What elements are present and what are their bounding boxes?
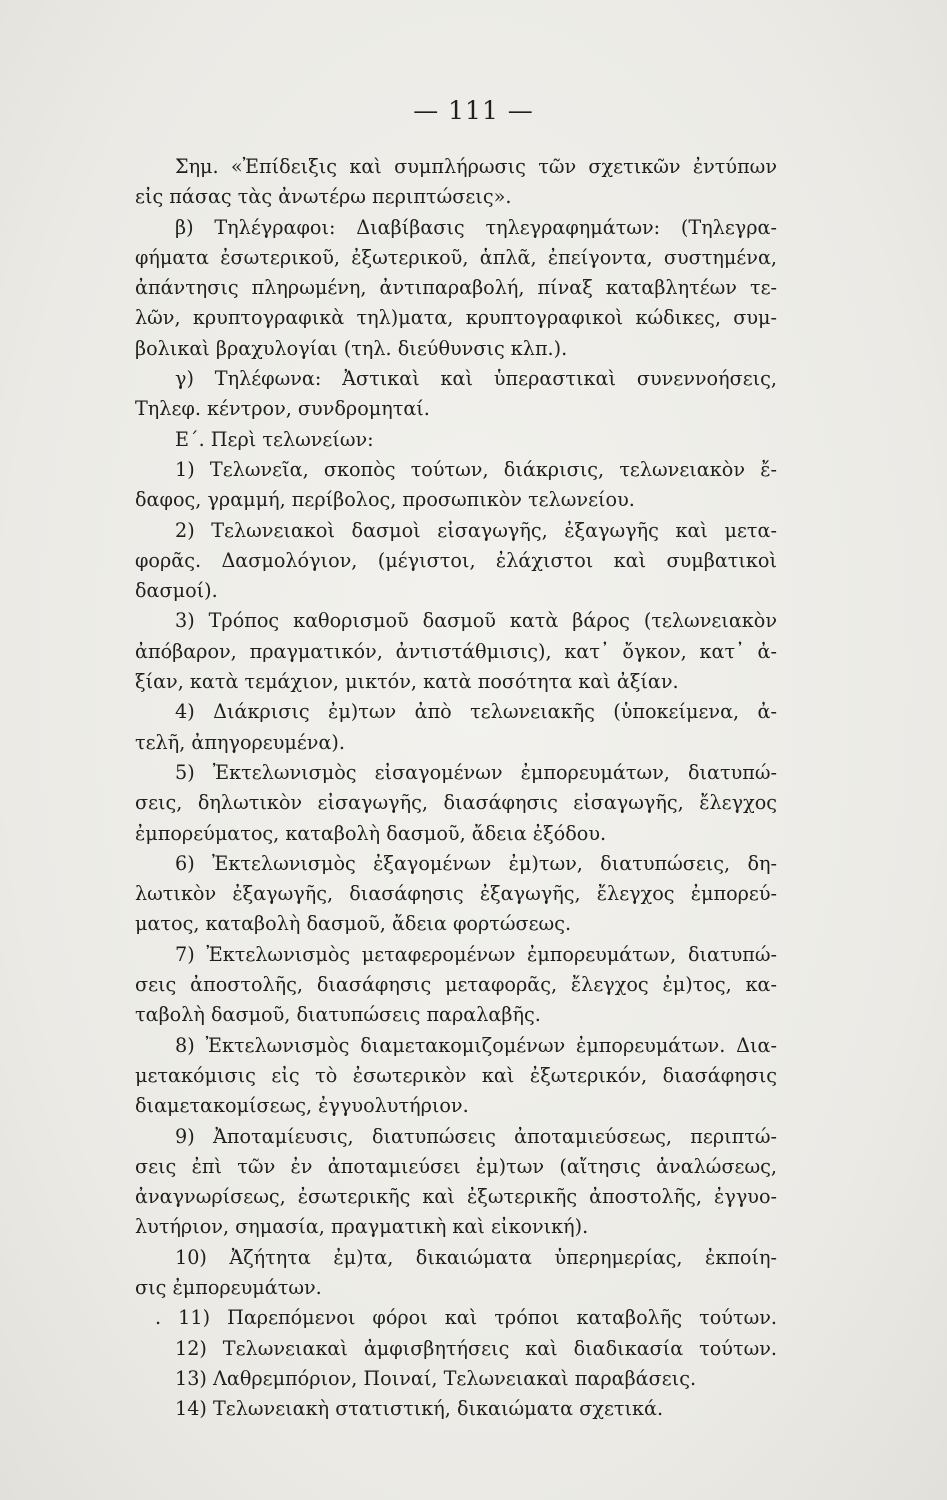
text-line: 9) Ἀποταμίευσις, διατυπώσεις ἀποταμιεύσεως, περιπτώ-	[175, 1124, 777, 1148]
text-line: Τηλεφ. κέντρον, συνδρομηταί.	[135, 397, 430, 421]
text-line: 10) Ἀζήτητα ἐμ)τα, δικαιώματα ὑπερημερίας, ἐκποίη-	[175, 1245, 777, 1269]
text-line: ἐμπορεύματος, καταβολὴ δασμοῦ, ἄδεια ἐξόδου.	[135, 821, 607, 845]
text-line: δασμοί).	[135, 579, 218, 603]
text-line: σις ἐμπορευμάτων.	[135, 1275, 322, 1299]
text-line: 14) Τελωνειακὴ στατιστική, δικαιώματα σχετικά.	[175, 1397, 664, 1421]
text-line: β) Τηλέγραφοι: Διαβίβασις τηλεγραφημάτων: (Τηλεγρα-	[175, 215, 777, 239]
text-line: λωτικὸν ἐξαγωγῆς, διασάφησις ἐξαγωγῆς, ἔλεγχος ἐμπορεύ-	[135, 882, 777, 906]
text-line: μετακόμισις εἰς τὸ ἐσωτερικὸν καὶ ἐξωτερικόν, διασάφησις	[135, 1063, 777, 1087]
text-line: βολικαὶ βραχυλογίαι (τηλ. διεύθυνσις κλπ.).	[135, 336, 568, 360]
page-number: — 111 —	[413, 96, 534, 125]
text-line: ἀπάντησις πληρωμένη, ἀντιπαραβολή, πίναξ καταβλητέων τε-	[135, 276, 777, 300]
text-line: ξίαν, κατὰ τεμάχιον, μικτόν, κατὰ ποσότητα καὶ ἀξίαν.	[135, 670, 679, 694]
text-line: 6) Ἐκτελωνισμὸς ἐξαγομένων ἐμ)των, διατυπώσεις, δη-	[175, 851, 777, 875]
text-line: εἰς πάσας τὰς ἀνωτέρω περιπτώσεις».	[135, 185, 512, 209]
text-line: λῶν, κρυπτογραφικὰ τηλ)ματα, κρυπτογραφικοὶ κώδικες, συμ-	[135, 306, 777, 330]
text-line: ταβολὴ δασμοῦ, διατυπώσεις παραλαβῆς.	[135, 1003, 541, 1027]
text-line: 2) Τελωνειακοὶ δασμοὶ εἰσαγωγῆς, ἐξαγωγῆς καὶ μετα-	[175, 518, 777, 542]
text-line: 12) Τελωνειακαὶ ἀμφισβητήσεις καὶ διαδικασία τούτων.	[175, 1336, 777, 1360]
text-line: 5) Ἐκτελωνισμὸς εἰσαγομένων ἐμπορευμάτων, διατυπώ-	[175, 760, 777, 784]
text-line: σεις, δηλωτικὸν εἰσαγωγῆς, διασάφησις εἰσαγωγῆς, ἔλεγχος	[135, 791, 777, 815]
text-line: δαφος, γραμμή, περίβολος, προσωπικὸν τελωνείου.	[135, 488, 635, 512]
text-line: 8) Ἐκτελωνισμὸς διαμετακομιζομένων ἐμπορευμάτων. Δια-	[175, 1033, 777, 1057]
text-line: Ε΄. Περὶ τελωνείων:	[175, 427, 374, 451]
text-line: 1) Τελωνεῖα, σκοπὸς τούτων, διάκρισις, τελωνειακὸν ἔ-	[175, 457, 777, 481]
text-line: τελῆ, ἀπηγορευμένα).	[135, 730, 345, 754]
text-line: ματος, καταβολὴ δασμοῦ, ἄδεια φορτώσεως.	[135, 912, 572, 936]
text-line: 4) Διάκρισις ἐμ)των ἀπὸ τελωνειακῆς (ὑποκείμενα, ἀ-	[175, 700, 777, 724]
text-line: γ) Τηλέφωνα: Ἀστικαὶ καὶ ὑπεραστικαὶ συνεννοήσεις,	[175, 367, 777, 391]
text-body	[135, 152, 777, 1424]
text-line: λυτήριον, σημασία, πραγματικὴ καὶ εἰκονική).	[135, 1215, 589, 1239]
text-line: Σημ. «Ἐπίδειξις καὶ συμπλήρωσις τῶν σχετικῶν ἐντύπων	[175, 155, 777, 178]
text-line: 7) Ἐκτελωνισμὸς μεταφερομένων ἐμπορευμάτων, διατυπώ-	[175, 942, 777, 966]
text-line: φήματα ἐσωτερικοῦ, ἐξωτερικοῦ, ἁπλᾶ, ἐπείγοντα, συστημένα,	[135, 245, 777, 269]
text-line: ἀπόβαρον, πραγματικόν, ἀντιστάθμισις), κατ᾽ ὄγκον, κατ᾽ ἀ-	[135, 639, 777, 663]
text-line: φορᾶς. Δασμολόγιον, (μέγιστοι, ἐλάχιστοι καὶ συμβατικοὶ	[135, 548, 777, 572]
text-line: . 11) Παρεπόμενοι φόροι καὶ τρόποι καταβολῆς τούτων.	[155, 1306, 777, 1330]
text-line: σεις ἀποστολῆς, διασάφησις μεταφορᾶς, ἔλεγχος ἐμ)τος, κα-	[135, 973, 777, 997]
text-line: σεις ἐπὶ τῶν ἐν ἀποταμιεύσει ἐμ)των (αἴτησις ἀναλώσεως,	[135, 1154, 777, 1178]
text-line: διαμετακομίσεως, ἐγγυολυτήριον.	[135, 1094, 469, 1118]
text-line: ἀναγνωρίσεως, ἐσωτερικῆς καὶ ἐξωτερικῆς ἀποστολῆς, ἐγγυο-	[135, 1185, 777, 1209]
text-line: 3) Τρόπος καθορισμοῦ δασμοῦ κατὰ βάρος (τελωνειακὸν	[175, 609, 777, 633]
text-line: 13) Λαθρεμπόριον, Ποιναί, Τελωνειακαὶ παραβάσεις.	[175, 1366, 697, 1390]
